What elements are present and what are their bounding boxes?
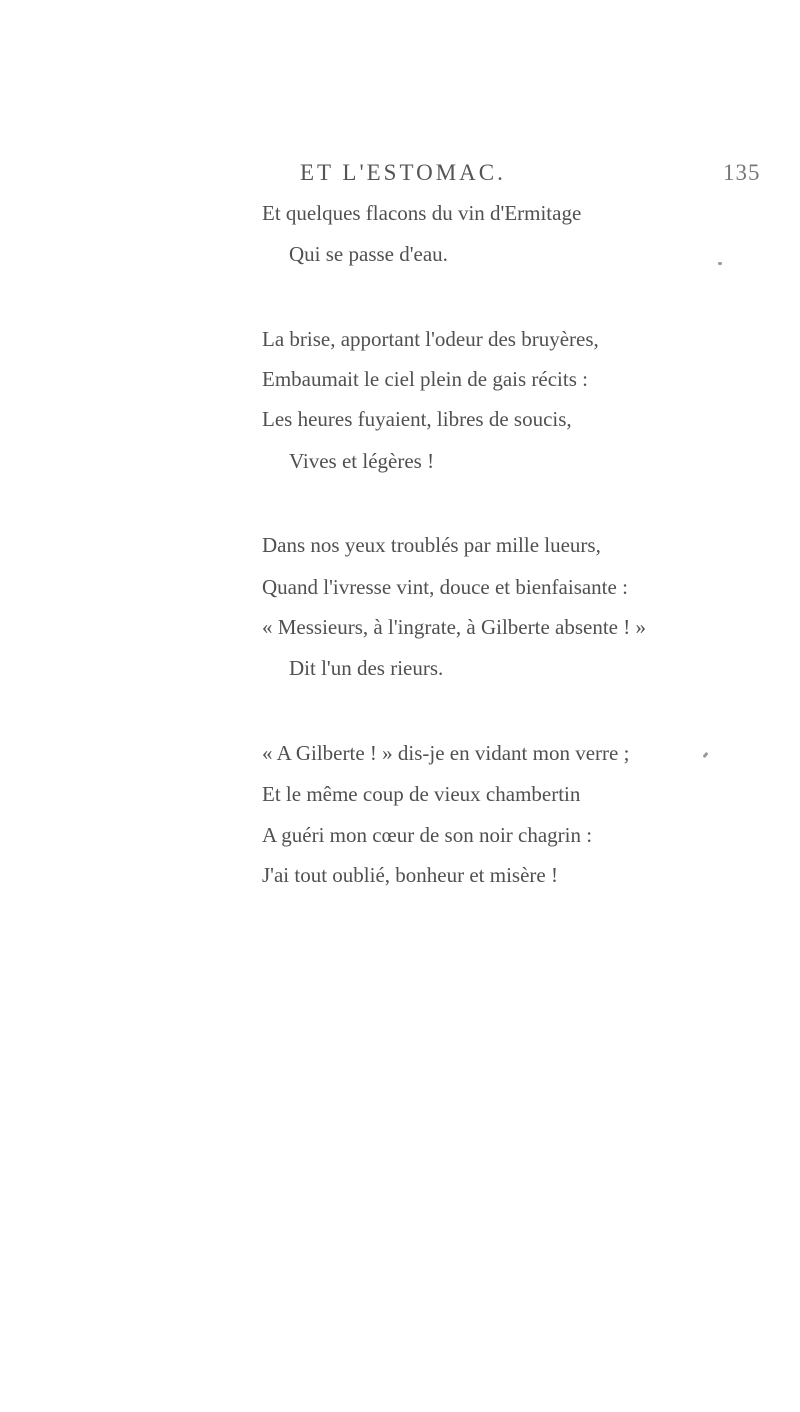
poem-line: Embaumait le ciel plein de gais récits : [262,367,588,391]
poem-line: Dit l'un des rieurs. [289,656,444,680]
poem-line: J'ai tout oublié, bonheur et misère ! [262,863,558,887]
poem-line: « Messieurs, à l'ingrate, à Gilberte absente ! » [262,615,646,639]
poem-line: La brise, apportant l'odeur des bruyères, [262,327,599,351]
poem-line: Et quelques flacons du vin d'Ermitage [262,201,582,225]
poem-line: Qui se passe d'eau. [289,242,448,266]
paper-speck [702,752,708,759]
poem-line: Quand l'ivresse vint, douce et bienfaisante : [262,575,628,599]
poem-line: Les heures fuyaient, libres de soucis, [262,407,572,431]
running-title: ET L'ESTOMAC. [300,160,506,185]
poem-line: « A Gilberte ! » dis-je en vidant mon verre ; [262,741,630,765]
paper-speck [718,262,722,265]
page-number: 135 [723,160,761,185]
poem-line: Et le même coup de vieux chambertin [262,782,581,806]
poem-line: Dans nos yeux troublés par mille lueurs, [262,533,601,557]
poem-line: Vives et légères ! [289,449,435,473]
poem-line: A guéri mon cœur de son noir chagrin : [262,823,593,847]
running-head [0,160,800,200]
